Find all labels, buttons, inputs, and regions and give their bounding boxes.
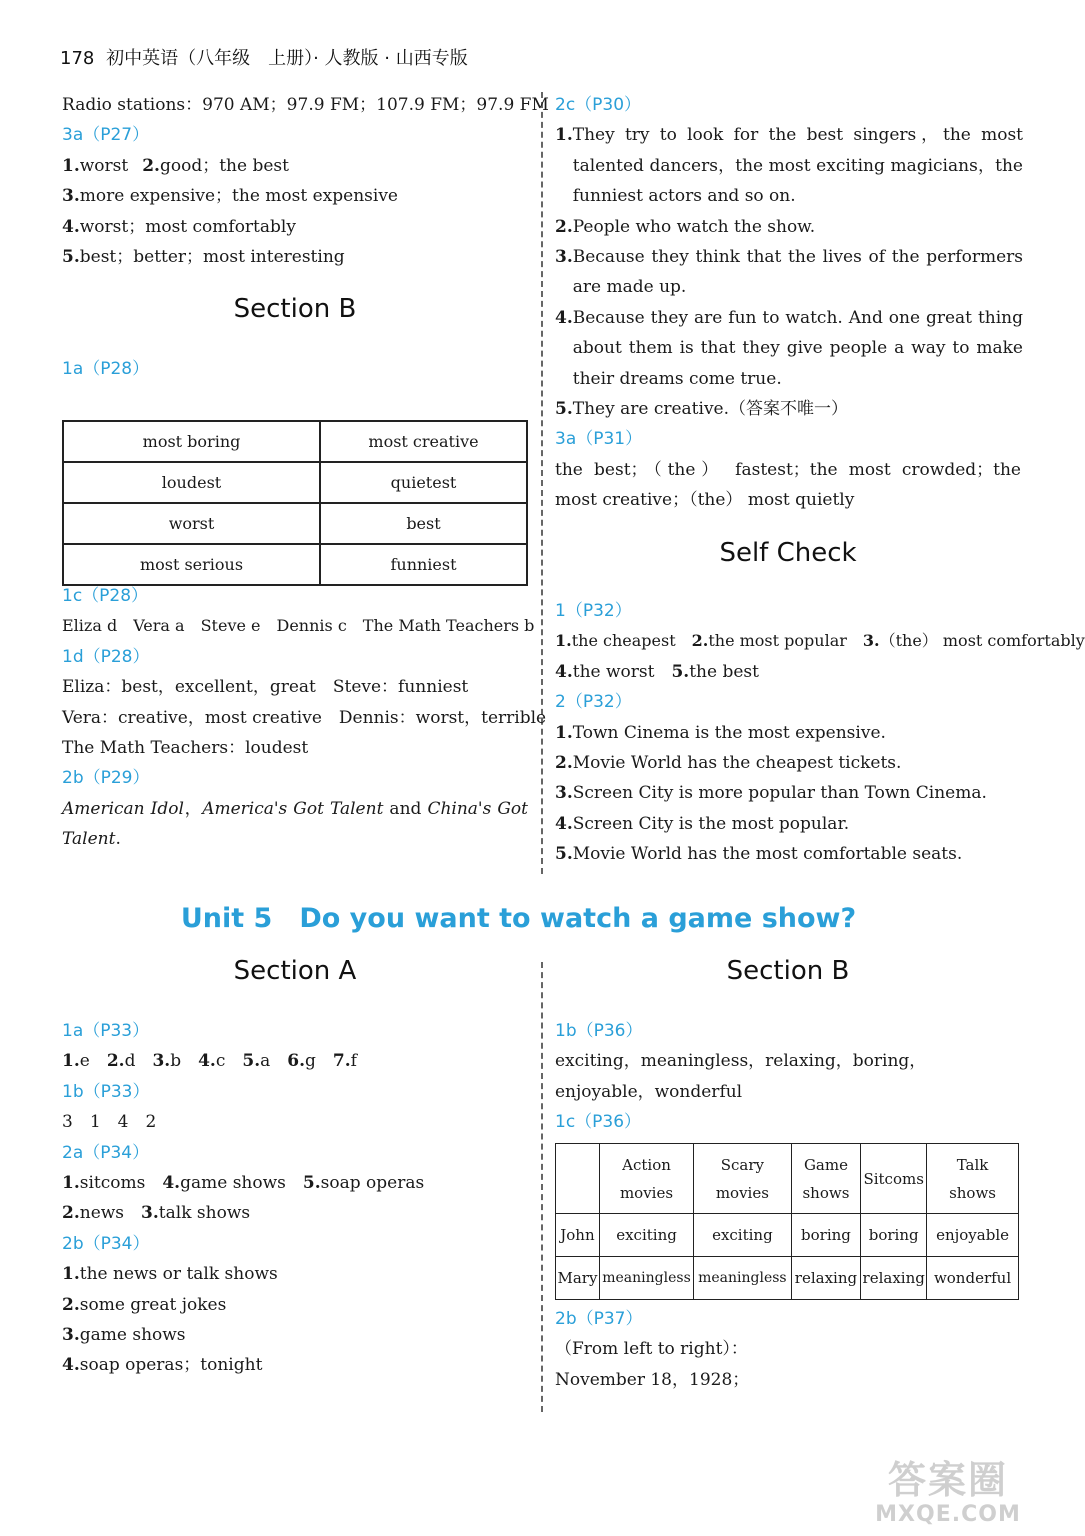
answer-sc-2-2: 2.Movie World has the cheapest tickets. xyxy=(555,752,902,773)
answer-u5-2b-4: 4.soap operas；tonight xyxy=(62,1355,263,1376)
answer-sc-2-3: 3.Screen City is more popular than Town Cinema. xyxy=(555,783,987,804)
answer-u5-2b-3: 3.game shows xyxy=(62,1324,186,1345)
right-column-mid xyxy=(555,596,1085,870)
table-header-cell: Action movies xyxy=(599,1144,693,1214)
label-sc-2: 2（P32） xyxy=(555,692,632,713)
watermark-logo: 答案圈 MXQE.COM xyxy=(875,1458,1021,1527)
column-divider-bottom xyxy=(541,962,543,1412)
answer-1d-2: Vera：creative，most creative Dennis：worst，terrible xyxy=(62,707,547,728)
answer-2c-4: 4. Because they are fun to watch. And one great thing about them is that they give people a way to make their dreams come true. xyxy=(555,307,1023,389)
table-row xyxy=(556,1257,1019,1300)
answer-u5-r-2b-1: （From left to right）： xyxy=(555,1339,748,1360)
section-b-heading-u5: Section B xyxy=(726,956,850,986)
table-cell: exciting xyxy=(599,1214,693,1257)
table-cell: most creative xyxy=(320,421,527,462)
answer-u5-2a-2: 2.news 3.talk shows xyxy=(62,1203,251,1224)
table-cell: meaningless xyxy=(694,1257,791,1300)
label-1a: 1a（P28） xyxy=(62,359,150,379)
label-u5-r-1c: 1c（P36） xyxy=(555,1112,642,1133)
label-sc-1: 1（P32） xyxy=(555,601,632,621)
table-cell: best xyxy=(320,503,527,544)
page-header xyxy=(60,44,468,70)
table-header-row xyxy=(556,1144,1019,1214)
label-u5-r-1b: 1b（P36） xyxy=(555,1021,643,1041)
answer-u5-2b-2: 2.some great jokes xyxy=(62,1294,227,1315)
label-3a: 3a（P27） xyxy=(62,125,150,146)
table-cell: enjoyable xyxy=(927,1214,1019,1257)
table-cell: exciting xyxy=(694,1214,791,1257)
table-cell: meaningless xyxy=(599,1257,693,1300)
label-2b: 2b（P29） xyxy=(62,768,150,789)
table-1c xyxy=(555,1143,1019,1300)
answer-sc-2-5: 5.Movie World has the most comfortable seats. xyxy=(555,844,963,865)
label-u5-1b: 1b（P33） xyxy=(62,1081,150,1102)
answer-u5-1b: 3 1 4 2 xyxy=(62,1112,157,1133)
answer-u5-2b-1: 1.the news or talk shows xyxy=(62,1264,278,1285)
table-cell: relaxing xyxy=(791,1257,861,1300)
unit-title: Unit 5 Do you want to watch a game show? xyxy=(180,903,857,934)
answer-2b: American Idol，America's Got Talent and China's Got Talent. xyxy=(62,798,528,850)
radio-stations: Radio stations：970 AM；97.9 FM；107.9 FM；97.9 FM xyxy=(62,95,549,115)
table-cell: relaxing xyxy=(861,1257,927,1300)
table-cell: most boring xyxy=(63,421,320,462)
table-cell: most serious xyxy=(63,544,320,585)
answer-u5-1a: 1.e 2.d 3.b 4.c 5.a 6.g 7.f xyxy=(62,1051,357,1072)
label-2c: 2c（P30） xyxy=(555,95,642,115)
answer-sc-2-1: 1.Town Cinema is the most expensive. xyxy=(555,722,886,743)
answer-3a-3: 3.more expensive；the most expensive xyxy=(62,186,398,207)
answer-3a-right: the best；（the） fastest；the most crowded；the most creative；（the） most quietly xyxy=(555,459,1021,511)
answer-3a-1: 1.worst 2.good；the best xyxy=(62,155,289,176)
table-row xyxy=(556,1214,1019,1257)
table-cell: John xyxy=(556,1214,600,1257)
table-header-cell: Talk shows xyxy=(927,1144,1019,1214)
table-header-cell xyxy=(556,1144,600,1214)
table-header-cell: Game shows xyxy=(791,1144,861,1214)
answer-sc-2-4: 4.Screen City is the most popular. xyxy=(555,813,850,834)
label-1d: 1d（P28） xyxy=(62,646,150,667)
label-1c: 1c（P28） xyxy=(62,586,149,606)
table-row xyxy=(63,421,527,462)
label-u5-1a: 1a（P33） xyxy=(62,1021,150,1041)
answer-3a-5: 5.best；better；most interesting xyxy=(62,246,345,267)
label-u5-2b: 2b（P34） xyxy=(62,1233,150,1254)
table-header-cell: Scary movies xyxy=(694,1144,791,1214)
label-u5-r-2b: 2b（P37） xyxy=(555,1309,643,1329)
table-cell: loudest xyxy=(63,462,320,503)
answer-u5-r-2b-2: November 18，1928； xyxy=(555,1369,750,1390)
column-divider-top xyxy=(541,92,543,874)
answer-2c-2: 2. People who watch the show. xyxy=(555,216,816,237)
unit5-right-column xyxy=(555,1016,1023,1138)
table-row xyxy=(63,503,527,544)
self-check-heading: Self Check xyxy=(719,538,857,568)
table-cell: boring xyxy=(791,1214,861,1257)
answer-2c-1: 1. They try to look for the best singers，the most talented dancers，the most exciting magicians，the funniest actors and so on. xyxy=(555,125,1023,207)
answer-u5-2a-1: 1.sitcoms 4.game shows 5.soap operas xyxy=(62,1172,425,1193)
answer-u5-r-1b: exciting，meaningless，relaxing，boring，enjoyable，wonderful xyxy=(555,1051,927,1102)
table-row xyxy=(63,544,527,585)
answer-1c: Eliza d Vera a Steve e Dennis c The Math Teachers b xyxy=(62,616,535,636)
table-cell: quietest xyxy=(320,462,527,503)
answer-2c-3: 3. Because they think that the lives of the performers are made up. xyxy=(555,247,1023,298)
section-b-heading: Section B xyxy=(233,294,357,324)
book-title: 初中英语（八年级 上册）· 人教版 · 山西专版 xyxy=(106,48,468,69)
table-header-cell: Sitcoms xyxy=(861,1144,927,1214)
label-3a-right: 3a（P31） xyxy=(555,429,643,450)
table-cell: funniest xyxy=(320,544,527,585)
answer-1d-3: The Math Teachers：loudest xyxy=(62,737,309,758)
table-row xyxy=(63,462,527,503)
unit5-right-column-bottom xyxy=(555,1304,1023,1395)
page-number: 178 xyxy=(60,48,95,69)
label-u5-2a: 2a（P34） xyxy=(62,1142,150,1163)
section-a-heading: Section A xyxy=(233,956,357,986)
unit5-left-column xyxy=(62,1016,530,1381)
left-column-mid xyxy=(62,581,547,855)
right-column-top xyxy=(555,90,1023,516)
left-column-top xyxy=(62,90,549,272)
answer-2c-5: 5. They are creative.（答案不唯一） xyxy=(555,399,849,420)
table-1a xyxy=(62,420,528,586)
answer-sc-1-line2: 4.the worst 5.the best xyxy=(555,661,759,682)
table-cell: wonderful xyxy=(927,1257,1019,1300)
table-cell: boring xyxy=(861,1214,927,1257)
table-cell: Mary xyxy=(556,1257,600,1300)
answer-3a-4: 4.worst；most comfortably xyxy=(62,216,296,237)
answer-sc-1-line1: 1.the cheapest 2.the most popular 3.（the） most comfortably xyxy=(555,631,1085,651)
answer-1d-1: Eliza：best，excellent，great Steve：funniest xyxy=(62,677,469,698)
table-cell: worst xyxy=(63,503,320,544)
